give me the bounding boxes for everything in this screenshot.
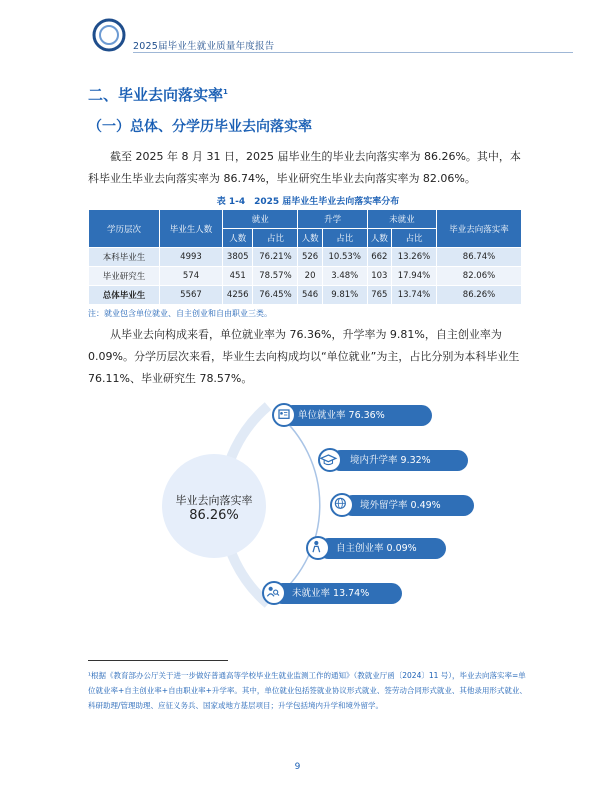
th-ratio: 占比 [253, 229, 298, 248]
cell-un-ratio: 17.94% [391, 267, 436, 286]
page-number: 9 [294, 762, 301, 772]
globe-icon [330, 493, 354, 517]
cell-emp-count: 4256 [223, 286, 253, 305]
item-label: 境外留学率 0.49% [360, 500, 441, 511]
cell-fs-ratio: 9.81% [322, 286, 367, 305]
item-label: 单位就业率 76.36% [298, 410, 385, 421]
footnote-divider [88, 660, 228, 661]
table-row [89, 248, 522, 267]
graduation-cap-icon [318, 448, 342, 472]
th-ratio: 占比 [391, 229, 436, 248]
cell-fs-count: 20 [298, 267, 322, 286]
cell-un-ratio: 13.74% [391, 286, 436, 305]
header-title: 2025届毕业生就业质量年度报告 [133, 41, 275, 52]
center-circle [162, 454, 266, 558]
cell-un-count: 662 [367, 248, 391, 267]
cell-total: 574 [160, 267, 223, 286]
item-pill-domestic-study [330, 450, 468, 471]
table-caption: 表 1-4 2025 届毕业生毕业去向落实率分布 [216, 197, 400, 207]
university-logo-icon [92, 18, 126, 52]
th-count: 人数 [298, 229, 322, 248]
th-level: 学历层次 [89, 210, 160, 248]
cell-rate: 82.06% [437, 267, 522, 286]
cell-emp-count: 3805 [223, 248, 253, 267]
table-row [89, 267, 522, 286]
cell-fs-count: 526 [298, 248, 322, 267]
composition-paragraph: 从毕业去向构成来看，单位就业率为 76.36%，升学率为 9.81%，自主创业率为 0.09%。分学历层次来看，毕业生去向构成均以“单位就业”为主，占比分别为本科毕业生 76.11%、毕业研究生 78.57%。 [88, 328, 520, 385]
entrepreneur-icon [306, 536, 330, 560]
cell-rate: 86.74% [437, 248, 522, 267]
th-ratio: 占比 [322, 229, 367, 248]
header-divider [133, 52, 573, 53]
item-label: 自主创业率 0.09% [336, 543, 417, 554]
th-count: 人数 [223, 229, 253, 248]
person-search-icon [262, 581, 286, 605]
cell-level: 本科毕业生 [89, 248, 160, 267]
item-label: 境内升学率 9.32% [350, 455, 431, 466]
table-row [89, 286, 522, 305]
center-value: 86.26% [189, 508, 239, 523]
cell-level: 总体毕业生 [89, 286, 160, 305]
cell-un-ratio: 13.26% [391, 248, 436, 267]
footnote-mark: 1 [223, 88, 228, 96]
th-total: 毕业生人数 [160, 210, 223, 248]
cell-emp-ratio: 76.21% [253, 248, 298, 267]
cell-fs-count: 546 [298, 286, 322, 305]
cell-total: 5567 [160, 286, 223, 305]
cell-emp-count: 451 [223, 267, 253, 286]
intro-paragraph: 截至 2025 年 8 月 31 日，2025 届毕业生的毕业去向落实率为 86.26%。其中，本科毕业生毕业去向落实率为 86.74%，毕业研究生毕业去向落实率为 82.06%。 [88, 150, 521, 185]
item-pill-employment [282, 405, 432, 426]
table-note: 注：就业包含单位就业、自主创业和自由职业三类。 [88, 309, 272, 318]
th-count: 人数 [367, 229, 391, 248]
cell-fs-ratio: 10.53% [322, 248, 367, 267]
th-unemployed: 未就业 [367, 210, 436, 229]
section-title: 二、毕业去向落实率$^1$ [88, 86, 228, 104]
cell-fs-ratio: 3.48% [322, 267, 367, 286]
cell-rate: 86.26% [437, 286, 522, 305]
cell-un-count: 765 [367, 286, 391, 305]
item-label: 未就业率 13.74% [292, 588, 370, 599]
item-pill-entrepreneurship [318, 538, 446, 559]
th-rate: 毕业去向落实率 [437, 210, 522, 248]
cell-total: 4993 [160, 248, 223, 267]
office-worker-icon [272, 403, 296, 427]
cell-emp-ratio: 76.45% [253, 286, 298, 305]
center-title: 毕业去向落实率 [175, 494, 253, 507]
th-employment: 就业 [223, 210, 298, 229]
item-pill-unemployed [272, 583, 402, 604]
item-pill-overseas-study [342, 495, 474, 516]
cell-un-count: 103 [367, 267, 391, 286]
footnote: ¹根据《教育部办公厅关于进一步做好普通高等学校毕业生就业监测工作的通知》（教就业厅函〔2024〕11 号），毕业去向落实率=单位就业率+自主创业率+自由职业率+升学率。其中，单位就业包括签就业协议形式就业、签劳动合同形式就业、其他录用形式就业、科研助理/管理助理、应征义务兵、国家或地方基层项目；升学包括境内升学和境外留学。 [88, 671, 527, 710]
outcome-table [88, 209, 522, 305]
cell-emp-ratio: 78.57% [253, 267, 298, 286]
th-further-study: 升学 [298, 210, 367, 229]
subsection-title: （一）总体、分学历毕业去向落实率 [88, 119, 312, 135]
cell-level: 毕业研究生 [89, 267, 160, 286]
